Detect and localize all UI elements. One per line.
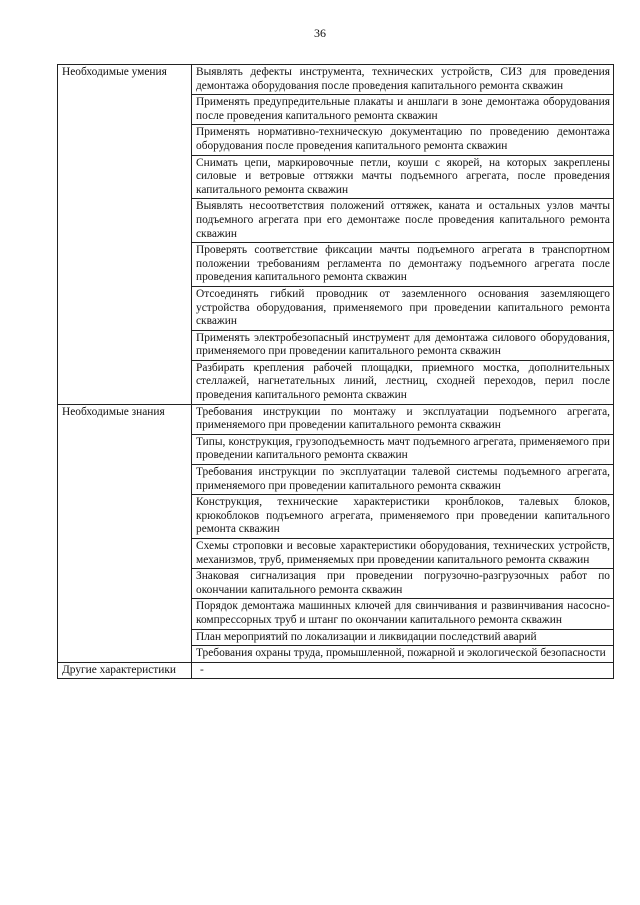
section-item: Применять предупредительные плакаты и аншлаги в зоне демонтажа оборудования после проведения капитального ремонта скважин [192,95,614,125]
section-item: Требования инструкции по эксплуатации талевой системы подъемного агрегата, применяемого при проведении капитального ремонта скважин [192,465,614,495]
section-item: Применять нормативно-техническую документацию по проведению демонтажа оборудования после проведения капитального ремонта скважин [192,125,614,155]
section-item: Требования охраны труда, промышленной, пожарной и экологической безопасности [192,646,614,663]
section-item: Снимать цепи, маркировочные петли, коуши с якорей, на которых закреплены силовые и ветровые оттяжки мачты подъемного агрегата, после проведения капитального ремонта скважин [192,155,614,199]
section-item [192,662,614,679]
page-number: 36 [314,26,326,40]
section-label: Другие характеристики [58,662,192,679]
section-item: Разбирать крепления рабочей площадки, приемного мостка, дополнительных стеллажей, нагнетательных линий, лестниц, сходней переходов, перил после проведения капитального ремонта скважин [192,360,614,404]
table-row [58,65,614,95]
section-item: Требования инструкции по монтажу и эксплуатации подъемного агрегата, применяемого при проведении капитального ремонта скважин [192,404,614,434]
section-item: Порядок демонтажа машинных ключей для свинчивания и развинчивания насосно-компрессорных труб и штанг по окончании капитального ремонта скважин [192,599,614,629]
section-item: Отсоединять гибкий проводник от заземленного основания заземляющего устройства оборудования, применяемого при проведении капитального ремонта скважин [192,286,614,330]
section-item: Конструкция, технические характеристики кронблоков, талевых блоков, крюкоблоков подъемного агрегата, применяемого при проведении капитального ремонта скважин [192,495,614,539]
empty-value-dash: - [200,663,204,676]
section-item: Знаковая сигнализация при проведении погрузочно-разгрузочных работ по окончании капитального ремонта скважин [192,569,614,599]
section-label: Необходимые знания [58,404,192,662]
requirements-table [57,64,614,679]
section-item: Проверять соответствие фиксации мачты подъемного агрегата в транспортном положении требованиям регламента по демонтажу подъемного агрегата после проведения капитального ремонта скважин [192,243,614,287]
section-item: Типы, конструкция, грузоподъемность мачт подъемного агрегата, применяемого при проведении капитального ремонта скважин [192,434,614,464]
section-item: Выявлять дефекты инструмента, технических устройств, СИЗ для проведения демонтажа оборудования после проведения капитального ремонта скважин [192,65,614,95]
section-item: Применять электробезопасный инструмент для демонтажа силового оборудования, применяемого при проведении капитального ремонта скважин [192,330,614,360]
section-item: Выявлять несоответствия положений оттяжек, каната и остальных узлов мачты подъемного агрегата при его демонтаже после проведения капитального ремонта скважин [192,199,614,243]
section-item: Схемы строповки и весовые характеристики оборудования, технических устройств, механизмов, труб, применяемых при проведении капитального ремонта скважин [192,539,614,569]
table-row [58,662,614,679]
table-row [58,404,614,434]
section-label: Необходимые умения [58,65,192,405]
section-item: План мероприятий по локализации и ликвидации последствий аварий [192,629,614,646]
